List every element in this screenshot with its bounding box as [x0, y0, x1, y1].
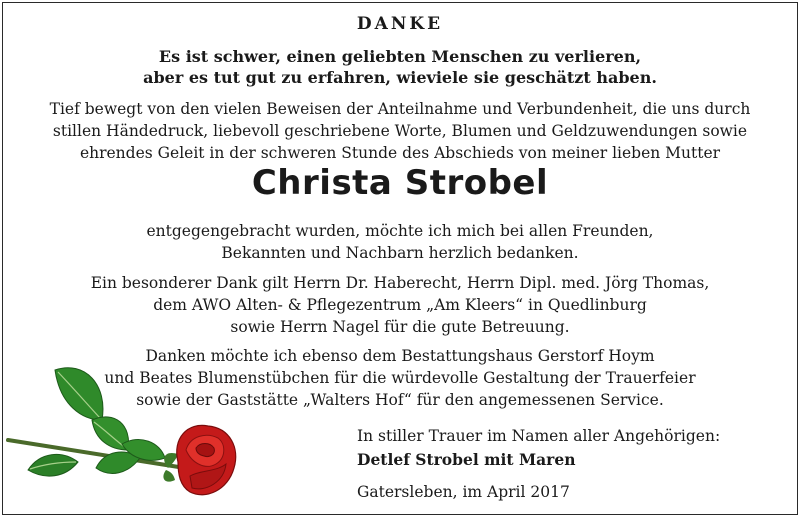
further-thanks-line: und Beates Blumenstübchen für die würdevolle Gestaltung der Trauerfeier	[104, 369, 696, 387]
deceased-name: Christa Strobel	[251, 163, 549, 203]
rose-sepal	[163, 470, 175, 482]
notice-heading: DANKE	[356, 14, 444, 34]
verse-line: Es ist schwer, einen geliebten Menschen zu verlieren,	[158, 47, 642, 66]
further-thanks-line: sowie der Gaststätte „Walters Hof“ für den angemessenen Service.	[136, 391, 664, 409]
place-date: Gatersleben, im April 2017	[357, 483, 570, 501]
bereaved-names: Detlef Strobel mit Maren	[357, 450, 576, 469]
intro-line: ehrendes Geleit in der schweren Stunde des Abschieds von meiner lieben Mutter	[79, 144, 721, 162]
mourning-line: In stiller Trauer im Namen aller Angehörigen:	[357, 427, 721, 445]
thanks-line: entgegengebracht wurden, möchte ich mich bei allen Freunden,	[146, 222, 654, 240]
special-thanks-line: Ein besonderer Dank gilt Herrn Dr. Haberecht, Herrn Dipl. med. Jörg Thomas,	[90, 274, 710, 292]
verse-line: aber es tut gut zu erfahren, wieviele sie geschätzt haben.	[143, 68, 657, 87]
intro-line: Tief bewegt von den vielen Beweisen der Anteilnahme und Verbundenheit, die uns durch	[49, 100, 751, 118]
thanks-line: Bekannten und Nachbarn herzlich bedanken.	[221, 244, 579, 262]
further-thanks-line: Danken möchte ich ebenso dem Bestattungshaus Gerstorf Hoym	[145, 347, 655, 365]
intro-line: stillen Händedruck, liebevoll geschriebene Worte, Blumen und Geldzuwendungen sowie	[52, 122, 748, 140]
rose-leaf	[28, 454, 78, 476]
special-thanks-line: sowie Herrn Nagel für die gute Betreuung.	[230, 318, 570, 336]
red-rose-icon	[0, 350, 270, 517]
special-thanks-line: dem AWO Alten- & Pflegezentrum „Am Kleers“ in Quedlinburg	[153, 296, 647, 314]
